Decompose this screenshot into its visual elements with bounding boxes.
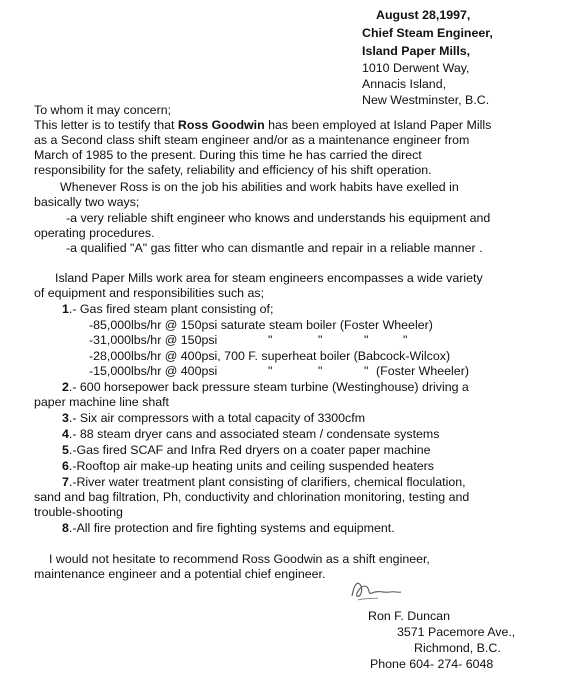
list-item-4 (62, 427, 439, 442)
list-item-1 (62, 302, 273, 317)
signer-city: Richmond, B.C. (414, 641, 501, 655)
item-number: 5 (62, 443, 69, 457)
intro-line-6: basically two ways; (34, 195, 140, 209)
sender-city: New Westminster, B.C. (362, 93, 490, 107)
item-number: 4 (62, 427, 69, 441)
boiler-line-4: -15,000lbs/hr @ 400psi (89, 364, 218, 378)
intro-line-3: March of 1985 to the present. During this time he has carried the direct (34, 148, 422, 162)
ditto-mark: " (268, 333, 273, 347)
boiler-maker: (Foster Wheeler) (376, 364, 469, 378)
item-number: 3 (62, 411, 69, 425)
list-item-2 (62, 380, 469, 395)
boiler-line-3: -28,000lbs/hr @ 400psi, 700 F. superheat boiler (Babcock-Wilcox) (89, 349, 451, 363)
sender-street: 1010 Derwent Way, (362, 61, 470, 75)
sender-locality: Annacis Island, (362, 77, 447, 91)
letter-date: August 28,1997, (376, 8, 471, 22)
intro-line-7: -a very reliable shift engineer who knows and understands his equipment and (66, 211, 491, 225)
intro-line-1 (34, 118, 491, 133)
item-number: 2 (62, 380, 69, 394)
list-item-5 (62, 443, 430, 458)
item-text: .- 600 horsepower back pressure steam turbine (Westinghouse) driving a (68, 380, 469, 394)
signer-name: Ron F. Duncan (368, 609, 450, 623)
intro-line-9: -a qualified "A" gas fitter who can dismantle and repair in a reliable manner . (66, 241, 483, 255)
salutation: To whom it may concern; (34, 103, 172, 117)
item-text: .-Rooftop air make-up heating units and ceiling suspended heaters (68, 459, 434, 473)
item-text: .-Gas fired SCAF and Infra Red dryers on a coater paper machine (68, 443, 431, 457)
ditto-mark: " (318, 364, 323, 378)
workarea-line-1: Island Paper Mills work area for steam engineers encompasses a wide variety (55, 271, 483, 285)
list-item-8 (62, 521, 395, 536)
list-item-7 (62, 475, 466, 490)
signer-street: 3571 Pacemore Ave., (397, 625, 516, 639)
list-item-7-cont-1: sand and bag filtration, Ph, conductivity and chlorination monitoring, testing and (34, 490, 470, 504)
sender-company: Island Paper Mills, (362, 44, 471, 58)
item-text: .-River water treatment plant consisting of clarifiers, chemical floculation, (68, 475, 466, 489)
item-text: .- 88 steam dryer cans and associated steam / condensate systems (68, 427, 440, 441)
signature (348, 574, 402, 604)
workarea-line-2: of equipment and responsibilities such as; (34, 286, 265, 300)
intro-line-8: operating procedures. (34, 226, 155, 240)
item-text: .- Gas fired steam plant consisting of; (68, 302, 274, 316)
intro-line-5: Whenever Ross is on the job his abilities and work habits have exelled in (60, 180, 459, 194)
signer-phone: Phone 604- 274- 6048 (370, 657, 494, 671)
boiler-line-2: -31,000lbs/hr @ 150psi (89, 333, 218, 347)
intro-text: has been employed at Island Paper Mills (264, 118, 492, 132)
list-item-7-cont-2: trouble-shooting (34, 505, 123, 519)
ditto-mark: " (364, 364, 369, 378)
closing-line-2: maintenance engineer and a potential chief engineer. (34, 567, 326, 581)
ditto-mark: " (318, 333, 323, 347)
list-item-2-cont: paper machine line shaft (34, 395, 170, 409)
item-number: 7 (62, 475, 69, 489)
item-number: 8 (62, 521, 69, 535)
item-text: .- Six air compressors with a total capacity of 3300cfm (68, 411, 366, 425)
boiler-line-1: -85,000lbs/hr @ 150psi saturate steam boiler (Foster Wheeler) (89, 318, 433, 332)
sender-title: Chief Steam Engineer, (362, 26, 493, 40)
ditto-mark: " (268, 364, 273, 378)
intro-line-4: responsibility for the safety, reliability and efficiency of his shift operation. (34, 163, 432, 177)
item-text: .-All fire protection and fire fighting systems and equipment. (68, 521, 395, 535)
list-item-6 (62, 459, 434, 474)
employee-name: Ross Goodwin (177, 118, 265, 132)
ditto-mark: " (364, 333, 369, 347)
ditto-mark: " (403, 333, 408, 347)
item-number: 6 (62, 459, 69, 473)
intro-line-2: as a Second class shift steam engineer and/or as a maintenance engineer from (34, 133, 470, 147)
closing-line-1: I would not hesitate to recommend Ross Goodwin as a shift engineer, (49, 552, 430, 566)
list-item-3 (62, 411, 365, 426)
item-number: 1 (62, 302, 69, 316)
intro-text: This letter is to testify that (34, 118, 178, 132)
